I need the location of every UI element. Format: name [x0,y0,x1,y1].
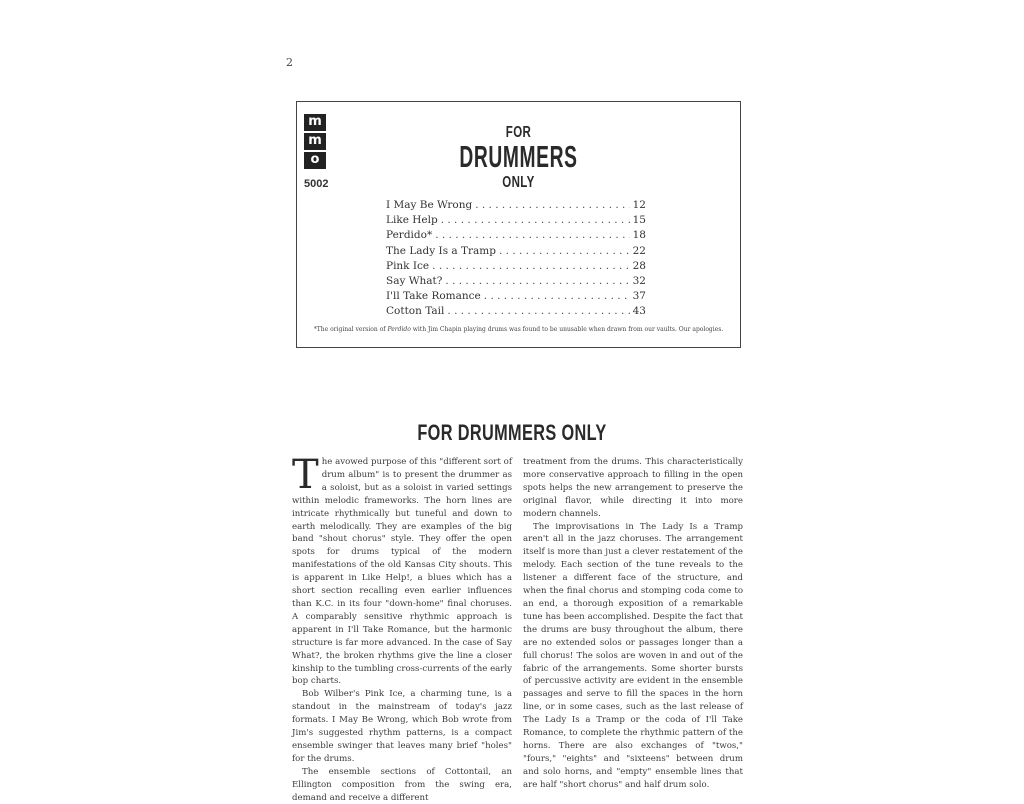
album-info-box [296,101,741,348]
article-column-right [523,456,743,792]
track-title: I'll Take Romance [386,290,481,303]
catalog-number: 5002 [304,178,329,190]
track-title: I May Be Wrong [386,199,473,211]
mmo-logo [304,114,326,171]
logo-letter: m [304,133,326,150]
track-title: Perdido* [386,229,433,242]
track-title: Say What? [386,274,443,287]
track-item [386,305,646,320]
page-number: 2 [286,56,293,69]
track-page: 37 [632,290,646,303]
footnote: *The original version of Perdido with Jim Chapin playing drums was found to be unusable when drawn from our vaults. Our apologies. [313,326,724,333]
track-title: Like Help [386,214,438,227]
paragraph: The avowed purpose of this "different sort of drum album" is to present the drummer as a soloist, but as a soloist in varied settings within melodic frameworks. The horn lines are intricate rhythmically but tuneful and down to earth melodically. They are examples of the big band "shout chorus" style. They offer the open spots for drums typical of the modern manifestations of the old Kansas City shouts. This is apparent in Like Help!, a blues which has a short section recalling even earlier influences than K.C. in its four "down-home" final choruses. A comparably sensitive rhythmic approach is apparent in I'll Take Romance, but the harmonic structure is far more advanced. In the case of Say What?, the broken rhythms give the line a closer kinship to the tumbling cross-currents of the early bop charts. [292,452,512,687]
album-title-line3: ONLY [502,174,535,191]
paragraph: The improvisations in The Lady Is a Tramp aren't all in the jazz choruses. The arrangement itself is more than just a clever restatement of the melody. Each section of the tune reveals to the listener a different face of the structure, and when the final chorus and stomping coda come to an end, a thorough exposition of a remarkable tune has been accomplished. Despite the fact that the drums are busy throughout the album, there are no extended solos or passages longer than a full chorus! The solos are woven in and out of the fabric of the arrangements. Some shorter bursts of percussive activity are evident in the ensemble passages and serve to fill the spaces in the horn line, or in some cases, such as the last release of The Lady Is a Tramp or the coda of I'll Take Romance, to complete the rhythmic pattern of the horns. There are also exchanges of "twos," "fours," "eights" and "sixteens" between drum and solo horns, and "empty" ensemble lines that are half "short chorus" and half drum solo. [523,521,743,790]
paragraph: Bob Wilber's Pink Ice, a charming tune, is a standout in the mainstream of today's jazz formats. I May Be Wrong, which Bob wrote from Jim's suggested rhythm patterns, is a compact ensemble swinger that leaves many brief "holes" for the drums. [292,689,512,764]
logo-letter: o [304,152,326,169]
track-page: 18 [632,229,646,242]
track-item [386,260,646,275]
paragraph: treatment from the drums. This characteristically more conservative approach to filling in the open spots helps the new arrangement to preserve the original flavor, while directing it into more modern channels. [523,457,743,519]
paragraph: The ensemble sections of Cottontail, an Ellington composition from the swing era, demand and receive a different [292,766,512,803]
track-item [386,199,646,214]
track-page: 43 [632,305,646,318]
track-title: The Lady Is a Tramp [386,244,496,257]
logo-letter: m [304,114,326,131]
track-item [386,214,646,229]
track-page: 12 [632,199,646,211]
track-item [386,245,646,260]
track-title: Cotton Tail [386,305,445,318]
article-column-left [292,452,512,804]
album-title-line1: FOR [505,124,532,141]
track-list [386,199,646,321]
album-title-line2: DRUMMERS [459,139,578,174]
track-title: Pink Ice [386,259,430,272]
track-page: 32 [632,274,646,287]
article-heading: FOR DRUMMERS ONLY [417,420,607,445]
drop-cap: T [292,452,319,498]
track-item [386,275,646,290]
track-page: 15 [632,214,646,227]
track-item [386,290,646,305]
track-page: 22 [632,244,646,257]
track-page: 28 [632,259,646,272]
track-item [386,229,646,244]
